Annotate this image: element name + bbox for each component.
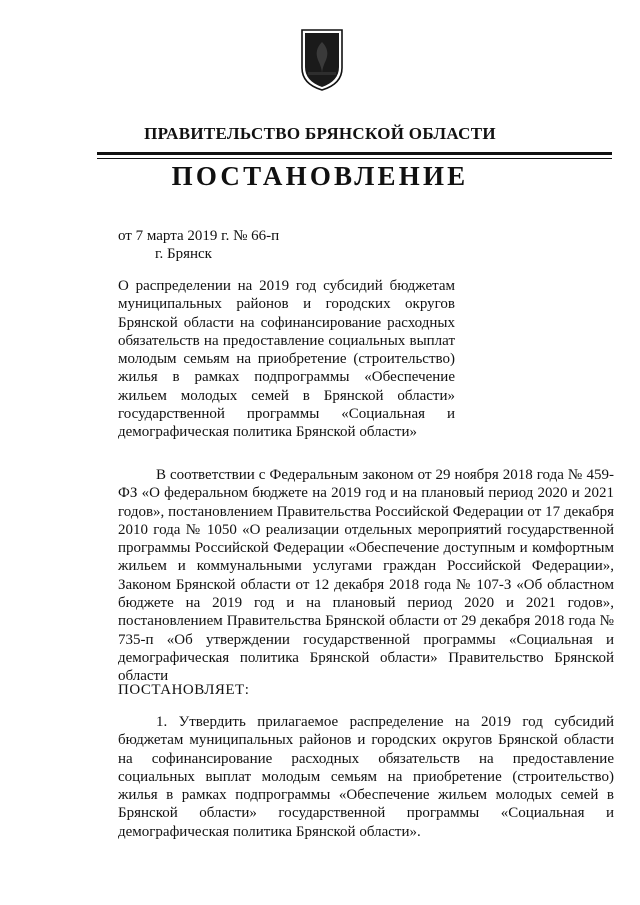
organization-name: ПРАВИТЕЛЬСТВО БРЯНСКОЙ ОБЛАСТИ — [144, 124, 496, 143]
header-rule-thick — [97, 152, 612, 155]
decree-word: ПОСТАНОВЛЯЕТ: — [118, 682, 250, 698]
coat-of-arms-icon — [300, 28, 344, 92]
item-paragraph-1: 1. Утвердить прилагаемое распределение на 2019 год субсидий бюджетам муниципальных районов и городских округов Брянской области на софинансирование расходных обязательств на предоставление социальных выплат молодым семьям на приобретение (строительство) жилья в рамках подпрограммы «Обеспечение жильем молодых семей в Брянской области» государственной программы «Социальная и демографическая политика Брянской области». — [118, 714, 614, 840]
document-subject: О распределении на 2019 год субсидий бюджетам муниципальных районов и городских округов Брянской области на софинансирование расходных обязательств на предоставление социальных выплат молодым семьям на приобретение (строительство) жилья в рамках подпрограммы «Обеспечение жильем молодых семей в Брянской области» государственной программы «Социальная и демографическая политика Брянской области» — [118, 278, 455, 441]
document-type-title: ПОСТАНОВЛЕНИЕ — [171, 161, 469, 191]
document-date-number: от 7 марта 2019 г. № 66-п — [118, 228, 280, 244]
preamble-paragraph: В соответствии с Федеральным законом от 29 ноября 2018 года № 459-ФЗ «О федеральном бюджете на 2019 год и на плановый период 2020 и 2021 годов», постановлением Правительства Российской Федерации от 17 декабря 2010 года № 1050 «О реализации отдельных мероприятий государственной программы Российской Федерации «Обеспечение доступным и комфортным жильем и коммунальными услугами граждан Российской Федерации», Законом Брянской области от 12 декабря 2018 года № 107-З «Об областном бюджете на 2019 год и на плановый период 2020 и 2021 годов», постановлением Правительства Брянской области от 29 декабря 2018 года № 735-п «Об утверждении государственной программы «Социальная и демографическая политика Брянской области» Правительство Брянской области — [118, 467, 614, 685]
document-city: г. Брянск — [155, 246, 212, 262]
header-rule-thin — [97, 158, 612, 159]
